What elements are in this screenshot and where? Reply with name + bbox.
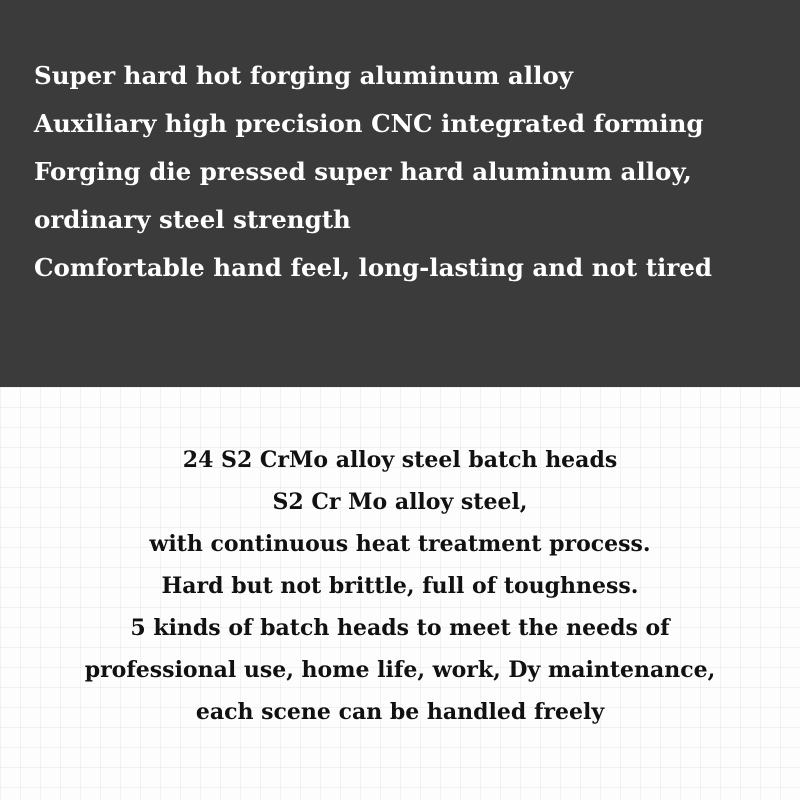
top-feature-line: ordinary steel strength [34,205,351,234]
bottom-feature-panel [0,387,800,800]
top-feature-line: Super hard hot forging aluminum alloy [34,61,573,90]
top-feature-line: Comfortable hand feel, long-lasting and not tired [34,253,712,282]
bottom-feature-line: 5 kinds of batch heads to meet the needs of [130,615,670,641]
bottom-feature-line: with continuous heat treatment process. [149,531,651,557]
bottom-feature-line: S2 Cr Mo alloy steel, [272,489,528,515]
top-feature-line: Forging die pressed super hard aluminum alloy, [34,157,692,186]
bottom-feature-line: 24 S2 CrMo alloy steel batch heads [182,447,618,473]
bottom-feature-list [0,439,800,733]
bottom-feature-line: Hard but not brittle, full of toughness. [161,573,639,599]
top-feature-panel [0,0,800,387]
top-feature-line: Auxiliary high precision CNC integrated forming [34,109,704,138]
bottom-feature-line: each scene can be handled freely [195,699,605,725]
top-feature-list [34,52,712,292]
bottom-feature-line: professional use, home life, work, Dy maintenance, [84,657,716,683]
